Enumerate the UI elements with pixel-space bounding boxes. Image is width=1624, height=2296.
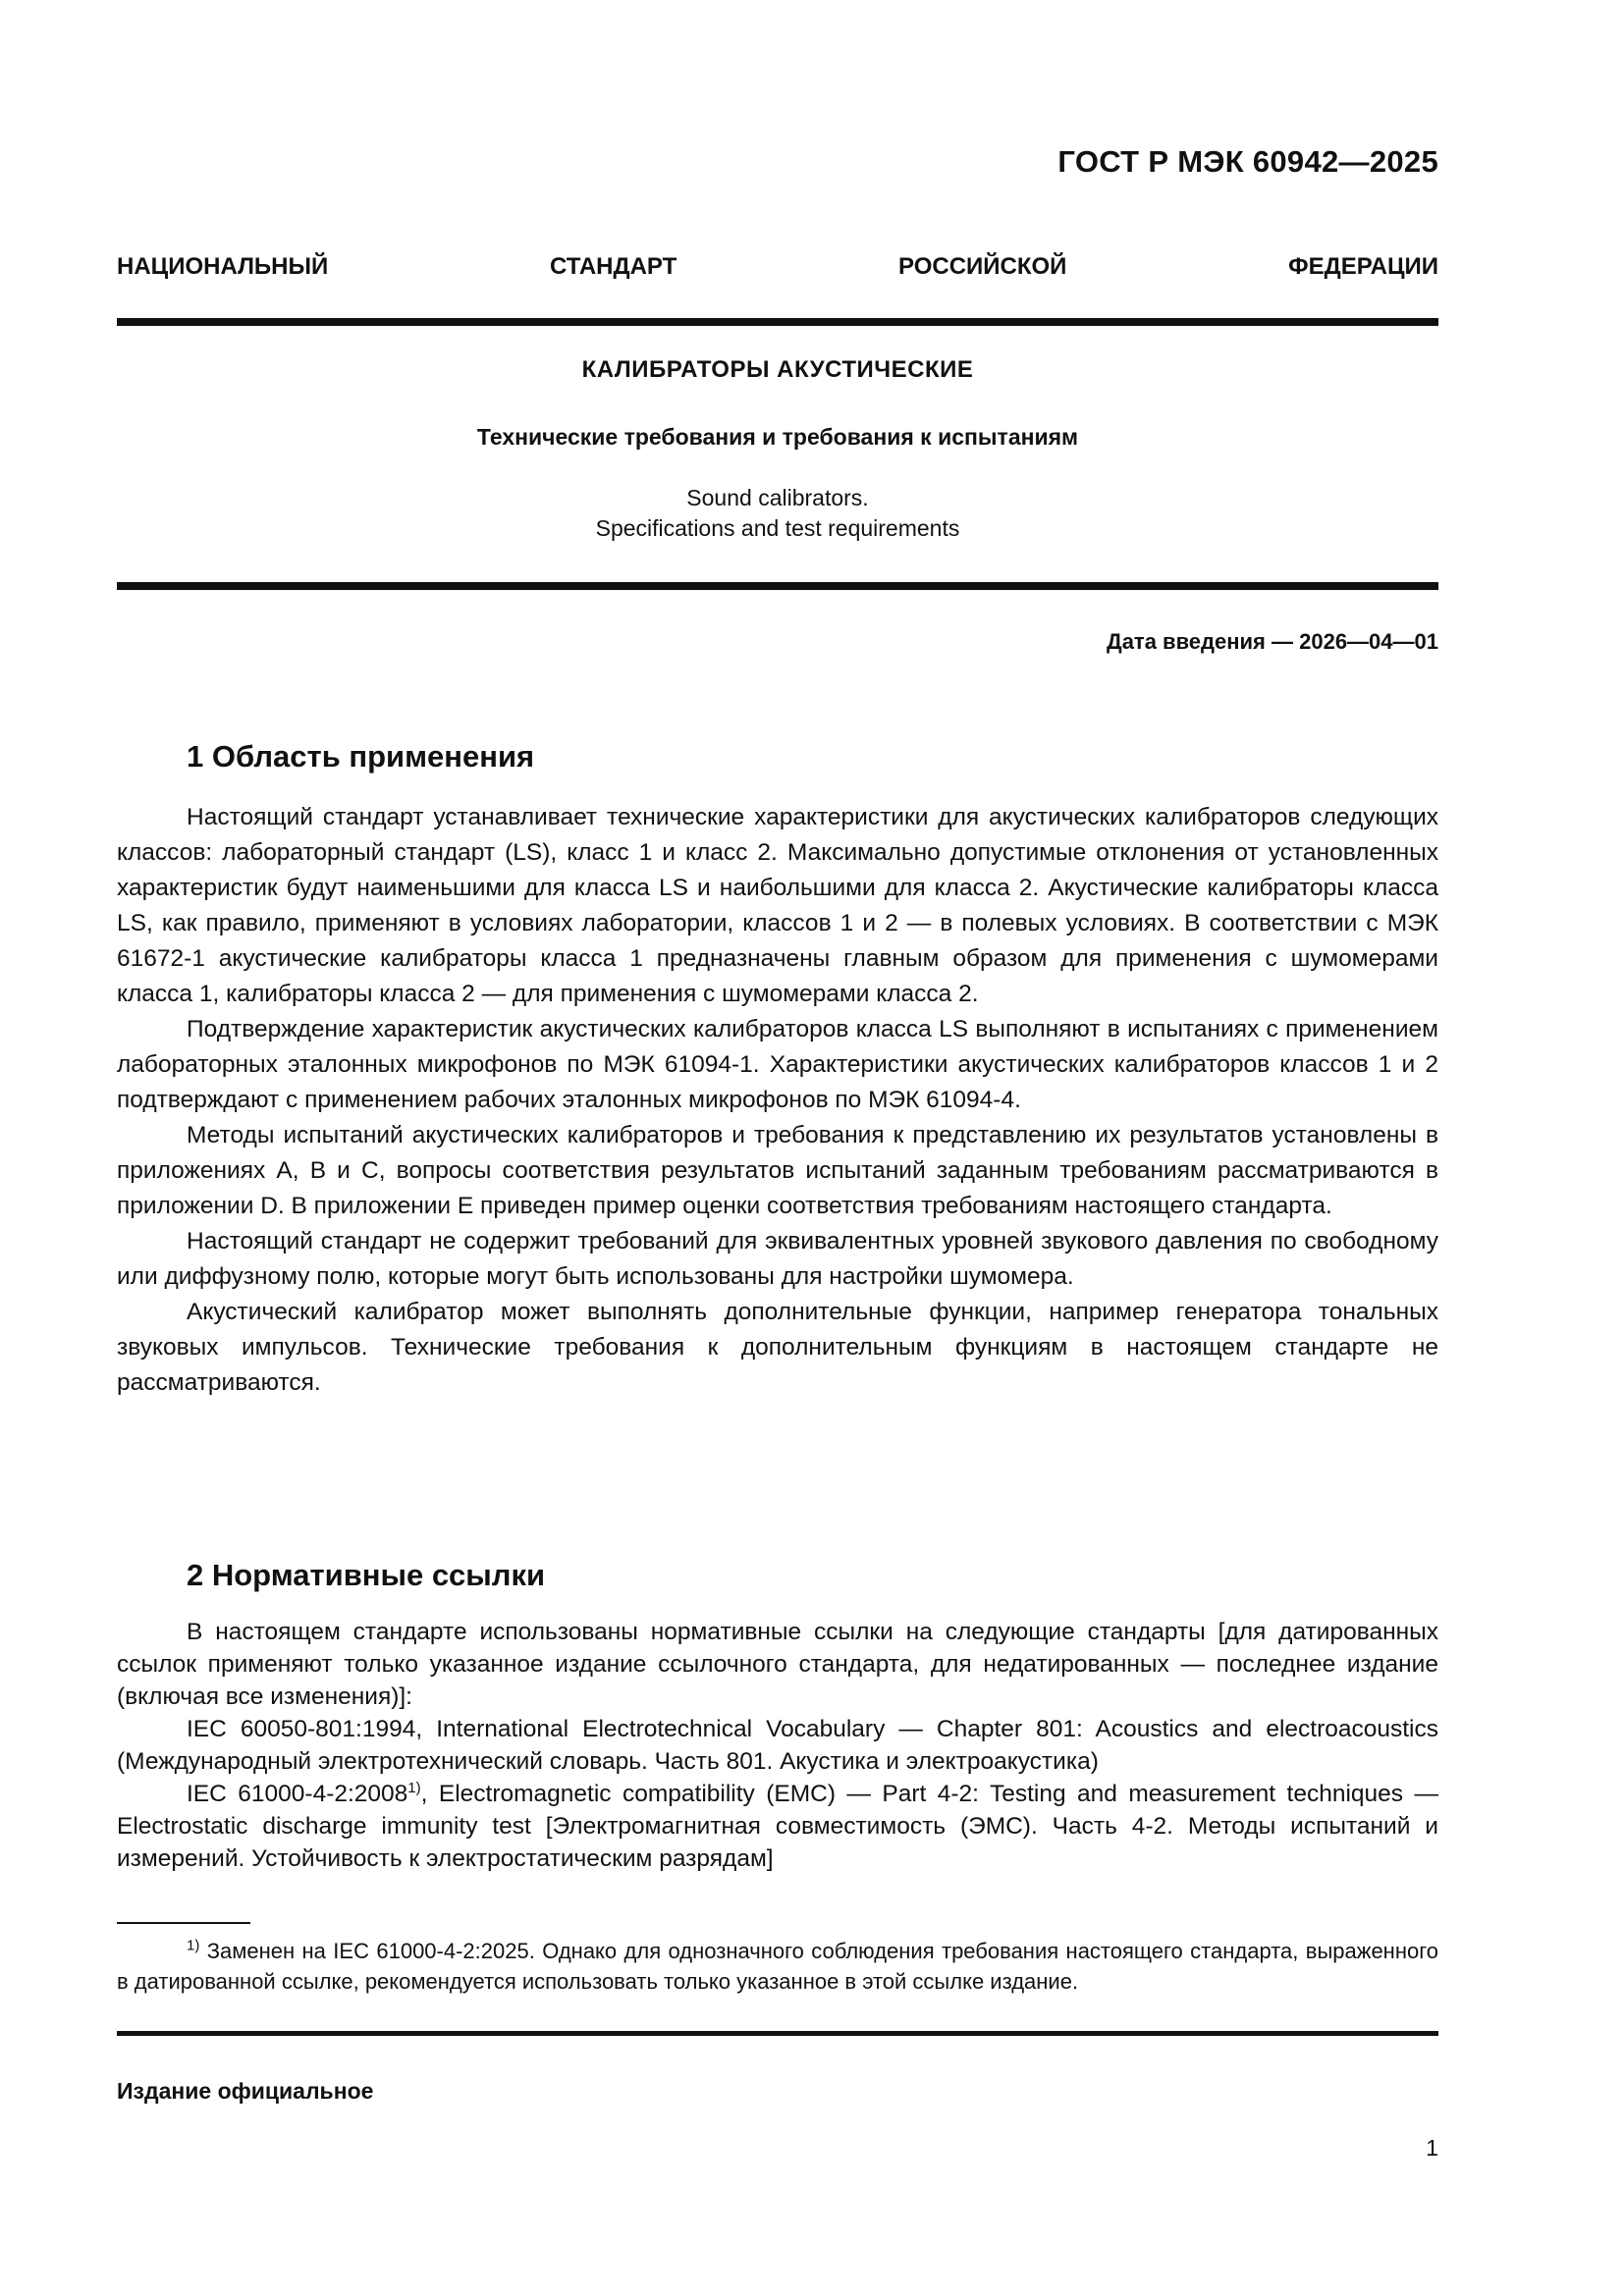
footnote-separator <box>117 1922 250 1924</box>
title-bottom-rule <box>117 582 1438 590</box>
section-1-paragraph: Акустический калибратор может выполнять дополнительные функции, например генератора тональных звуковых импульсов. Технические требования к дополнительным функциям в настоящем стандарте не рассматриваются. <box>117 1299 1438 1396</box>
document-subtitle: Технические требования и требования к испытаниям <box>476 424 1079 450</box>
standard-id: ГОСТ Р МЭК 60942—2025 <box>1057 144 1438 179</box>
section-1-paragraph: Настоящий стандарт устанавливает технические характеристики для акустических калибраторов следующих классов: лабораторный стандарт (LS), класс 1 и класс 2. Максимально допустимые отклонения от установленных характеристик будут наименьшими для класса LS и наибольшими для класса 2. Акустические калибраторы класса LS, как правило, применяют в условиях лаборатории, классов 1 и 2 — в полевых условиях. В соответствии с МЭК 61672-1 акустические калибраторы класса 1 предназначены главным образом для применения с шумомерами класса 1, калибраторы класса 2 — для применения с шумомерами класса 2. <box>117 804 1438 1007</box>
section-2-heading: 2 Нормативные ссылки <box>187 1558 546 1592</box>
english-title <box>117 483 1438 544</box>
footer-rule <box>117 2031 1438 2036</box>
official-edition-label: Издание официальное <box>117 2078 374 2104</box>
document-title: КАЛИБРАТОРЫ АКУСТИЧЕСКИЕ <box>581 356 974 383</box>
national-standard-banner: НАЦИОНАЛЬНЫЙ СТАНДАРТ РОССИЙСКОЙ ФЕДЕРАЦИИ <box>117 253 1438 280</box>
section-1-body <box>117 800 1438 1401</box>
page-number: 1 <box>1426 2135 1438 2161</box>
footnote <box>117 1936 1438 1997</box>
section-1-paragraph: Подтверждение характеристик акустических калибраторов класса LS выполняют в испытаниях с применением лабораторных эталонных микрофонов по МЭК 61094-1. Характеристики акустических калибраторов классов 1 и 2 подтверждают с применением рабочих эталонных микрофонов по МЭК 61094-4. <box>117 1016 1438 1113</box>
footnote-body: Заменен на IEC 61000-4-2:2025. Однако для однозначного соблюдения требования настоящего стандарта, выраженного в датированной ссылке, рекомендуется использовать только указанное в этой ссылке издание. <box>117 1939 1438 1994</box>
top-rule <box>117 318 1438 326</box>
english-title-line1: Sound calibrators. <box>686 485 869 510</box>
reference-code: IEC 61000-4-2:2008 <box>187 1781 408 1807</box>
section-1-paragraph: Настоящий стандарт не содержит требований для эквивалентных уровней звукового давления по свободному или диффузному полю, которые могут быть использованы для настройки шумомера. <box>117 1228 1438 1290</box>
english-title-line2: Specifications and test requirements <box>595 515 960 541</box>
introduction-date: Дата введения — 2026—04—01 <box>1107 629 1438 654</box>
footnote-marker: 1) <box>187 1937 200 1954</box>
footnote-text <box>117 1936 1438 1997</box>
section-2-body <box>117 1616 1438 1875</box>
reference-item <box>117 1778 1438 1875</box>
section-1-paragraph: Методы испытаний акустических калибраторов и требования к представлению их результатов установлены в приложениях А, В и С, вопросы соответствия результатов испытаний заданным требованиям рассматриваются в приложении D. В приложении Е приведен пример оценки соответствия требованиям настоящего стандарта. <box>117 1122 1438 1219</box>
footnote-marker: 1) <box>407 1779 421 1796</box>
references-intro: В настоящем стандарте использованы нормативные ссылки на следующие стандарты [для датированных ссылок применяют только указанное издание ссылочного стандарта, для недатированных — последнее издание (включая все изменения)]: <box>117 1619 1438 1710</box>
reference-item: IEC 60050-801:1994, International Electrotechnical Vocabulary — Chapter 801: Acoustics and electroacoustics (Международный электротехнический словарь. Часть 801. Акустика и электроакустика) <box>117 1716 1438 1775</box>
reference-title: , Electromagnetic compatibility (EMC) — Part 4-2: Testing and measurement techniques — Electrostatic discharge immunity test [Электромагнитная совместимость (ЭМС). Часть 4-2. Методы испытаний и измерений. Устойчивость к электростатическим разрядам] <box>117 1781 1438 1872</box>
section-1-heading: 1 Область применения <box>187 739 535 774</box>
